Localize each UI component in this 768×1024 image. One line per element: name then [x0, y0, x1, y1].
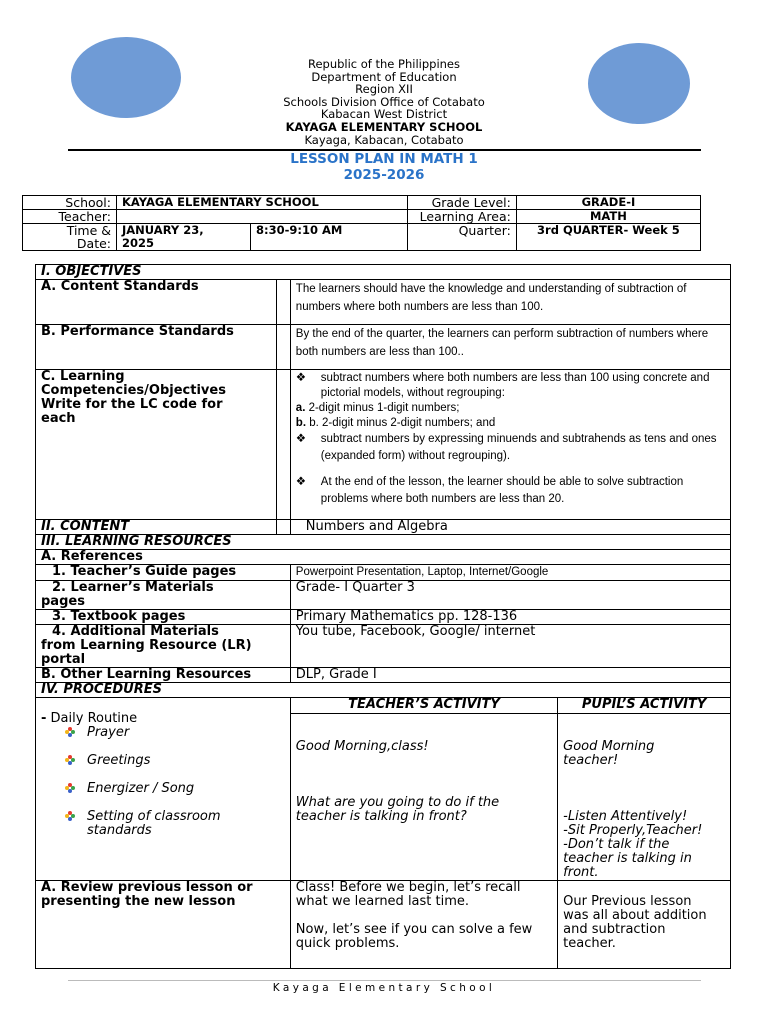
grade-level-label: Grade Level: — [407, 196, 516, 210]
school-label: School: — [23, 196, 117, 210]
teacher-activity-header: TEACHER’S ACTIVITY — [290, 698, 557, 714]
am-label-line — [41, 625, 285, 639]
flower-bullet-icon — [65, 783, 75, 793]
textbook-value: Primary Mathematics pp. 128-136 — [290, 610, 730, 625]
footer-divider — [68, 980, 701, 981]
time-value: 8:30-9:10 AM — [251, 224, 408, 251]
learning-resources-heading: III. LEARNING RESOURCES — [36, 535, 731, 550]
header-line: Kabacan West District — [320, 107, 448, 122]
header-school-name: KAYAGA ELEMENTARY SCHOOL — [285, 119, 483, 134]
review-pupil-activity — [558, 881, 731, 969]
teacher-activity-routine — [290, 714, 557, 881]
spacer-cell — [276, 325, 290, 370]
flower-bullet-icon — [65, 755, 75, 765]
time-label: Time & — [66, 223, 111, 238]
learners-materials-value: Grade- I Quarter 3 — [290, 581, 730, 610]
right-logo-circle — [588, 43, 690, 124]
review-lesson-label — [36, 881, 291, 969]
sub-letter: b. — [295, 417, 307, 429]
routine-item — [41, 782, 285, 796]
routine-item-text: Setting of classroom — [87, 809, 221, 824]
lesson-plan-table — [35, 264, 731, 969]
header-line: Region XII — [355, 82, 413, 97]
teacher-value — [117, 210, 408, 224]
routine-item-text: Greetings — [87, 753, 151, 768]
content-standards-label: A. Content Standards — [36, 280, 277, 325]
lm-label-line: pages — [41, 594, 85, 609]
lm-label-line — [41, 581, 285, 595]
pupil-line: Good Morning — [563, 739, 655, 754]
teachers-guide-value: Powerpoint Presentation, Laptop, Internet/Google — [290, 565, 730, 581]
routine-item-text: Prayer — [87, 725, 130, 740]
footer-text: Kayaga Elementary School — [272, 982, 496, 994]
other-resources-value: DLP, Grade I — [290, 668, 730, 683]
competency-sub-a — [296, 401, 725, 416]
lm-label-text: 2. Learner’s Materials — [52, 580, 214, 595]
diamond-bullet-icon: ❖ — [295, 476, 307, 488]
teachers-guide-label — [36, 565, 291, 581]
learning-competencies-value — [290, 370, 730, 520]
pupil-activity-header: PUPIL’S ACTIVITY — [558, 698, 731, 714]
daily-routine-title — [41, 712, 285, 726]
pupil-line: -Sit Properly,Teacher! — [563, 823, 703, 838]
competency-item — [296, 474, 725, 508]
competency-text: subtract numbers where both numbers are less than 100 using concrete and pictorial models, without regrouping: — [320, 372, 710, 399]
time-date-label — [23, 224, 117, 251]
content-value — [290, 520, 730, 535]
lc-label-line: each — [41, 411, 76, 426]
flower-bullet-icon — [65, 727, 75, 737]
textbook-label — [36, 610, 291, 625]
teacher-line: what we learned last time. — [295, 894, 470, 909]
school-value: KAYAGA ELEMENTARY SCHOOL — [117, 196, 408, 210]
am-label-line: portal — [41, 652, 86, 667]
content-heading: II. CONTENT — [36, 520, 277, 535]
procedures-heading: IV. PROCEDURES — [36, 683, 731, 698]
teacher-line: Class! Before we begin, let’s recall — [295, 880, 521, 895]
date-line: 2025 — [122, 236, 155, 250]
info-table — [22, 195, 701, 251]
plan-year: 2025-2026 — [343, 167, 425, 183]
pupil-line: was all about addition — [563, 908, 707, 923]
routine-item-continuation: standards — [87, 823, 152, 838]
lc-label-line: Competencies/Objectives — [41, 383, 226, 398]
grade-level-value: GRADE-I — [516, 196, 700, 210]
am-label-text: 4. Additional Materials — [52, 624, 219, 639]
routine-dash: - — [41, 711, 47, 726]
pupil-line: -Listen Attentively! — [563, 809, 688, 824]
date-label: Date: — [76, 236, 111, 251]
performance-standards-value: By the end of the quarter, the learners can perform subtraction of numbers where both numbers are less than 100.. — [290, 325, 730, 370]
pupil-line: front. — [563, 865, 599, 880]
additional-materials-label — [36, 625, 291, 668]
review-label-line: A. Review previous lesson or — [41, 880, 253, 895]
header-line: Schools Division Office of Cotabato — [283, 94, 485, 109]
teacher-label: Teacher: — [23, 210, 117, 224]
performance-standards-label: B. Performance Standards — [36, 325, 277, 370]
spacer-cell — [276, 280, 290, 325]
pupil-line: teacher. — [563, 936, 616, 951]
flower-bullet-icon — [65, 811, 75, 821]
header-address: Kayaga, Kabacan, Cotabato — [304, 132, 464, 147]
other-resources-label: B. Other Learning Resources — [36, 668, 291, 683]
pupil-line: teacher is talking in — [563, 851, 692, 866]
teachers-guide-text: 1. Teacher’s Guide pages — [52, 564, 237, 579]
routine-item-text: Energizer / Song — [87, 781, 195, 796]
learners-materials-label — [36, 581, 291, 610]
date-value — [117, 224, 251, 251]
daily-routine-cell — [36, 698, 291, 881]
references-heading: A. References — [36, 550, 731, 565]
competency-sub-text: 2-digit minus 1-digit numbers; — [305, 402, 460, 414]
spacer-cell — [276, 370, 290, 520]
competency-sub-text: b. 2-digit minus 2-digit numbers; and — [306, 417, 496, 429]
learning-area-value: MATH — [516, 210, 700, 224]
am-label-line: from Learning Resource (LR) — [41, 638, 252, 653]
left-logo-circle — [71, 37, 181, 118]
quarter-value: 3rd QUARTER- Week 5 — [516, 224, 700, 251]
letterhead — [200, 58, 568, 146]
learning-area-label: Learning Area: — [407, 210, 516, 224]
competency-item — [296, 431, 725, 465]
spacer-cell — [276, 520, 290, 535]
routine-title-text: Daily Routine — [46, 711, 138, 726]
teacher-line: Good Morning,class! — [295, 739, 429, 754]
lc-label-line: Write for the LC code for — [41, 397, 223, 412]
learning-competencies-label — [36, 370, 277, 520]
competency-text: subtract numbers by expressing minuends and subtrahends as tens and ones (expanded form) without regrouping). — [320, 433, 717, 462]
routine-item — [41, 810, 285, 824]
competency-text: At the end of the lesson, the learner should be able to solve subtraction problems where both numbers are less than 20. — [320, 476, 684, 505]
routine-item — [41, 754, 285, 768]
plan-title — [200, 151, 568, 183]
teacher-line: Now, let’s see if you can solve a few — [295, 922, 533, 937]
textbook-text: 3. Textbook pages — [52, 609, 186, 624]
pupil-line: and subtraction — [563, 922, 666, 937]
competency-sub-b — [296, 416, 725, 431]
pupil-activity-routine — [558, 714, 731, 881]
competency-item — [296, 371, 725, 401]
review-label-line: presenting the new lesson — [41, 894, 236, 909]
objectives-heading: I. OBJECTIVES — [36, 265, 731, 280]
header-line: Republic of the Philippines — [307, 57, 461, 71]
diamond-bullet-icon: ❖ — [295, 372, 307, 384]
teacher-line: What are you going to do if the teacher is talking in front? — [295, 795, 500, 824]
content-standards-value: The learners should have the knowledge and understanding of subtraction of numbers where both numbers are less than 100. — [290, 280, 730, 325]
sub-letter: a. — [295, 402, 306, 414]
diamond-bullet-icon: ❖ — [295, 433, 307, 445]
pupil-line: -Don’t talk if the — [563, 837, 670, 852]
date-line: JANUARY 23, — [122, 223, 204, 237]
content-text: Numbers and Algebra — [305, 519, 448, 534]
header-line: Department of Education — [311, 69, 457, 84]
quarter-label: Quarter: — [407, 224, 516, 251]
additional-materials-value: You tube, Facebook, Google/ internet — [290, 625, 730, 668]
routine-item — [41, 726, 285, 740]
pupil-line: teacher! — [563, 753, 619, 768]
teacher-line: quick problems. — [295, 936, 400, 951]
lc-label-line: C. Learning — [41, 369, 125, 384]
pupil-line: Our Previous lesson — [563, 894, 692, 909]
review-teacher-activity — [290, 881, 557, 969]
plan-title-line: LESSON PLAN IN MATH 1 — [290, 151, 478, 167]
